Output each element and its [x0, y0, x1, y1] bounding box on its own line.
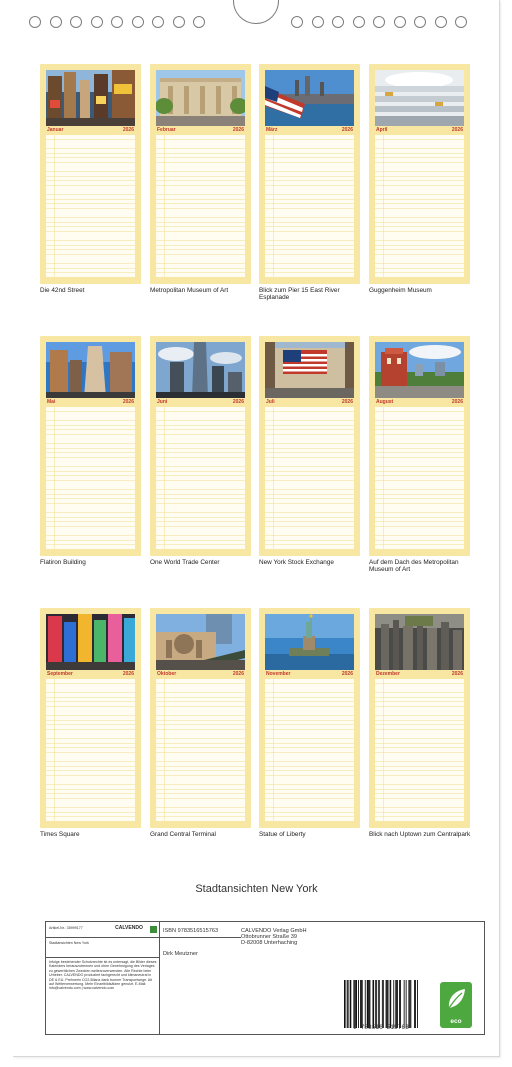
article-number: Artikel-Nr.: 35999177 — [49, 926, 83, 930]
eco-badge — [440, 982, 472, 1028]
month-year: 2026 — [122, 127, 134, 133]
author-text: Dirk Meutzner — [163, 951, 198, 957]
barcode-number: 9 783516 515763 — [353, 1024, 409, 1031]
month-header — [265, 399, 354, 406]
aerial-photo — [375, 614, 464, 670]
grand-central-photo — [156, 614, 245, 670]
month-name: Februar — [157, 127, 176, 133]
month-year: 2026 — [122, 671, 134, 677]
month-year: 2026 — [232, 127, 244, 133]
month-frame — [369, 336, 470, 556]
copyright-notice: Infolge bestehender Schutzrechte ist es untersagt, die Bilder dieses Kalenders herauszutrennen und ohne Genehmigung des Verlages zu gewerblichen Zwecken weiterzuverwenden. Alle Rechte beim Urheber. CALVENDO produziert fachgerecht und klimaneutral in DE & EU. Prehnerin CO2-Bilanz dank bonner Transportwege. Alt auf Weiterverwertung. Mehr Einzelbildsätzen genutzt. E-Mail: info@calvendo.com | www.calvendo.com — [49, 960, 157, 991]
flag-harbor-photo — [265, 70, 354, 126]
day-grid — [46, 679, 135, 821]
day-grid — [375, 135, 464, 277]
day-grid — [265, 135, 354, 277]
photo-caption: New York Stock Exchange — [259, 559, 334, 566]
month-header — [46, 671, 135, 678]
month-year: 2026 — [341, 127, 353, 133]
month-name: Juli — [266, 399, 275, 405]
month-name: Dezember — [376, 671, 400, 677]
publisher-line-2: Ottobrunner Straße 39 — [241, 934, 297, 940]
month-frame — [369, 608, 470, 828]
calendar-title: Stadtansichten New York — [195, 883, 318, 895]
leaf-icon — [445, 987, 467, 1011]
month-header — [265, 671, 354, 678]
photo-caption: Statue of Liberty — [259, 831, 306, 838]
museum-facade-photo — [156, 70, 245, 126]
photo-caption: Blick nach Uptown zum Centralpark — [369, 831, 471, 838]
photo-caption: Guggenheim Museum — [369, 287, 432, 294]
photo-caption: Blick zum Pier 15 East River Esplanade — [259, 287, 340, 302]
month-year: 2026 — [451, 127, 463, 133]
month-header — [375, 127, 464, 134]
day-grid — [375, 679, 464, 821]
eco-label: eco — [450, 1018, 462, 1025]
month-name: Oktober — [157, 671, 177, 677]
month-name: November — [266, 671, 291, 677]
times-street-photo — [46, 70, 135, 126]
month-header — [156, 127, 245, 134]
day-grid — [46, 407, 135, 549]
calvendo-logo: CALVENDO — [115, 925, 143, 931]
day-grid — [375, 407, 464, 549]
months-grid — [13, 0, 500, 870]
photo-caption: Grand Central Terminal — [150, 831, 216, 838]
month-frame — [259, 608, 360, 828]
day-grid — [265, 407, 354, 549]
month-name: März — [266, 127, 278, 133]
rooftop-photo — [375, 342, 464, 398]
day-grid — [156, 407, 245, 549]
month-year: 2026 — [232, 671, 244, 677]
publisher-line-1: CALVENDO Verlag GmbH — [241, 928, 307, 934]
month-header — [265, 127, 354, 134]
month-frame — [259, 336, 360, 556]
logo-mark-icon — [150, 926, 157, 933]
day-grid — [46, 135, 135, 277]
photo-caption: Auf dem Dach des Metropolitan Museum of Art — [369, 559, 459, 574]
month-header — [156, 671, 245, 678]
month-name: September — [47, 671, 73, 677]
month-name: Mai — [47, 399, 56, 405]
month-frame — [40, 336, 141, 556]
info-column-left — [46, 922, 160, 1034]
month-year: 2026 — [451, 671, 463, 677]
flatiron-photo — [46, 342, 135, 398]
liberty-photo — [265, 614, 354, 670]
skyscraper-photo — [156, 342, 245, 398]
photo-caption: Die 42nd Street — [40, 287, 85, 294]
photo-caption: Times Square — [40, 831, 80, 838]
photo-caption: One World Trade Center — [150, 559, 220, 566]
times-square-photo — [46, 614, 135, 670]
month-header — [156, 399, 245, 406]
month-year: 2026 — [122, 399, 134, 405]
day-grid — [156, 135, 245, 277]
month-name: August — [376, 399, 394, 405]
month-year: 2026 — [451, 399, 463, 405]
photo-caption: Flatiron Building — [40, 559, 86, 566]
day-grid — [265, 679, 354, 821]
month-header — [375, 399, 464, 406]
product-info-panel — [45, 921, 485, 1035]
month-frame — [40, 64, 141, 284]
month-frame — [369, 64, 470, 284]
museum-interior-photo — [375, 70, 464, 126]
month-frame — [40, 608, 141, 828]
calendar-sheet — [13, 0, 500, 1057]
month-name: Januar — [47, 127, 64, 133]
month-header — [46, 399, 135, 406]
photo-caption: Metropolitan Museum of Art — [150, 287, 229, 294]
month-header — [375, 671, 464, 678]
month-frame — [150, 336, 251, 556]
month-year: 2026 — [341, 671, 353, 677]
product-title-small: Stadtansichten New York — [49, 941, 89, 945]
isbn-text: ISBN 9783516515763 — [163, 928, 219, 934]
publisher-line-3: D-82008 Unterhaching — [241, 940, 298, 946]
month-frame — [150, 608, 251, 828]
month-year: 2026 — [341, 399, 353, 405]
month-name: April — [376, 127, 388, 133]
month-year: 2026 — [232, 399, 244, 405]
day-grid — [156, 679, 245, 821]
month-header — [46, 127, 135, 134]
month-name: Juni — [157, 399, 168, 405]
month-frame — [150, 64, 251, 284]
stock-exchange-photo — [265, 342, 354, 398]
info-column-isbn — [160, 922, 241, 1034]
month-frame — [259, 64, 360, 284]
